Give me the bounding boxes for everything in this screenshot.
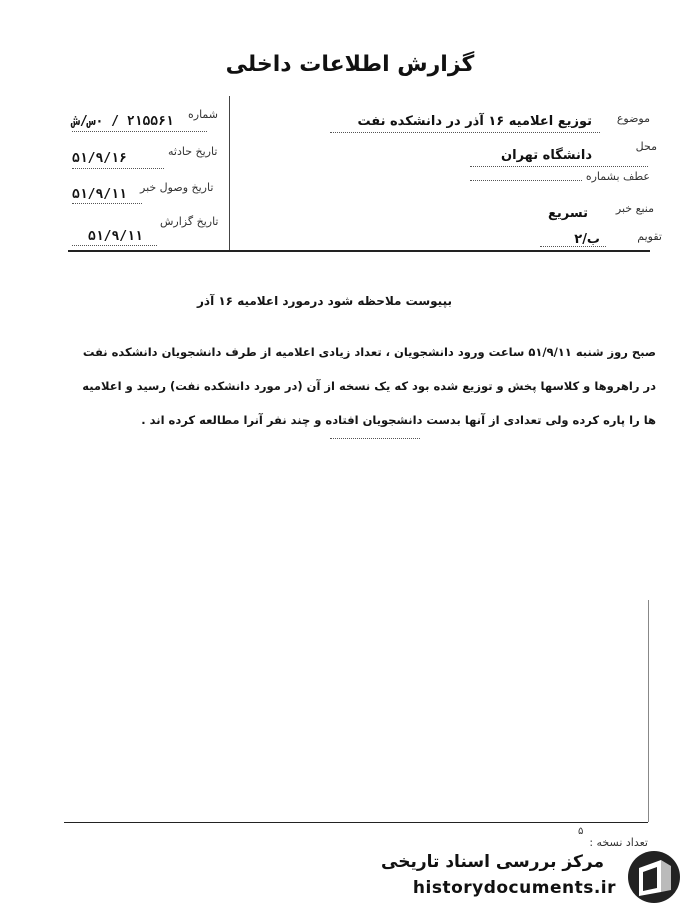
subject-dotline — [330, 132, 600, 133]
body-end-dotline — [330, 438, 420, 439]
number-dotline — [72, 131, 207, 132]
location-dotline — [470, 166, 648, 167]
incident-date-label: تاریخ حادثه — [168, 145, 218, 158]
report-date-value: ۵۱/۹/۱۱ — [88, 229, 143, 244]
location-value: دانشگاه تهران — [501, 148, 592, 163]
source-value: تسریع — [548, 206, 588, 221]
location-label: محل — [635, 140, 657, 153]
calendar-label: تقویم — [637, 230, 662, 243]
body-line-3: ها را پاره کرده ولی تعدادی از آنها بدست دانشجویان افتاده و چند نفر آنرا مطالعه کرده اند . — [141, 413, 656, 427]
subject-line: بپیوست ملاحظه شود درمورد اعلامیه ۱۶ آذر — [197, 294, 452, 308]
receipt-date-dotline — [72, 203, 142, 204]
watermark-url: historydocuments.ir — [412, 878, 616, 898]
column-divider — [229, 96, 230, 250]
calendar-value: ب/۲ — [574, 232, 600, 247]
report-date-dotline — [72, 245, 157, 246]
copies-label: تعداد نسخه : — [589, 836, 648, 849]
source-label: منبع خبر — [615, 202, 654, 215]
footer-rule — [64, 822, 648, 823]
header-rule — [68, 250, 650, 252]
reference-label: عطف بشماره — [585, 170, 650, 183]
subject-value: توزیع اعلامیه ۱۶ آذر در دانشکده نفت — [357, 114, 592, 129]
archive-logo-icon — [623, 848, 685, 906]
body-line-1: صبح روز شنبه ۵۱/۹/۱۱ ساعت ورود دانشجویان ، تعداد زیادی اعلامیه از طرف دانشجویان دانشکده نفت — [82, 345, 656, 359]
receipt-date-label: تاریخ وصول خبر — [140, 181, 214, 194]
reference-dotline — [470, 180, 582, 181]
calendar-dotline — [540, 246, 606, 247]
report-date-label: تاریخ گزارش — [160, 215, 219, 228]
incident-date-dotline — [72, 168, 164, 169]
incident-date-value: ۵۱/۹/۱۶ — [72, 151, 127, 166]
number-label: شماره — [188, 108, 219, 121]
watermark-text: مرکز بررسی اسناد تاریخی — [381, 852, 604, 872]
receipt-date-value: ۵۱/۹/۱۱ — [72, 187, 127, 202]
right-margin-line — [648, 600, 649, 822]
body-line-2: در راهروها و کلاسها پخش و توزیع شده بود که یک نسخه از آن (در مورد دانشکده نفت) رسید و اعلامیه — [82, 379, 656, 393]
document-title: گزارش اطلاعات داخلی — [225, 52, 475, 77]
number-value: ۲۱۵۵۶۱ / ۰س/ش — [72, 114, 174, 129]
copies-value: ۵ — [578, 826, 584, 837]
subject-label: موضوع — [616, 112, 650, 125]
